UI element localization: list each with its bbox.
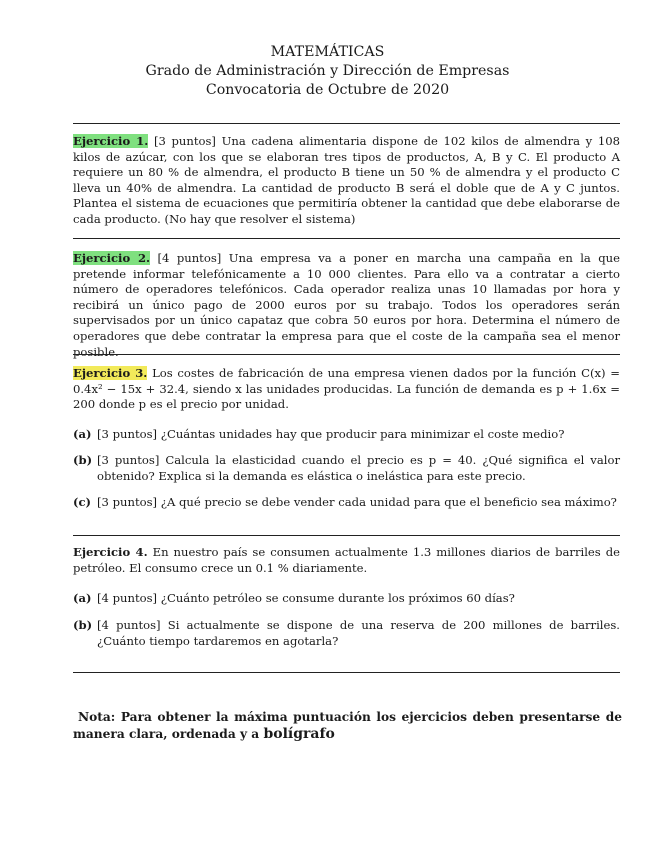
exercise-3-body: Los costes de fabricación de una empresa vienen dados por la función C(x) = 0.4x² − 15x + 32.4, siendo x las unidades producidas. La función de demanda es p + 1.6x = 200 donde p es el precio por unidad. [73,366,620,412]
item-text: [4 puntos] ¿Cuánto petróleo se consume durante los próximos 60 días? [97,591,515,605]
item-label: (c) [73,495,92,509]
item-text: [3 puntos] ¿Cuántas unidades hay que producir para minimizar el coste medio? [97,427,565,441]
exercise-2-title: Ejercicio 2. [73,251,151,265]
subject-title: MATEMÁTICAS [270,44,385,60]
exam-header [0,43,655,100]
divider [73,354,620,355]
note-last-word: bolígrafo [263,725,335,742]
exercise-2-body: [4 puntos] Una empresa va a poner en marcha una campaña en la que pretende informar telefónicamente a 10 000 clientes. Para ello va a contratar a cierto número de operadores telefónicos. Cada operador realiza unas 10 llamadas por hora y recibirá un único pago de 2000 euros por su trabajo. Todos los operadores serán supervisados por un único capataz que cobra 50 euros por hora. Determina el número de operadores que debe contratar la empresa para que el coste de la campaña sea el menor posible. [73,251,621,359]
exercise-1-body: [3 puntos] Una cadena alimentaria dispone de 102 kilos de almendra y 108 kilos de azúcar, con los que se elaboran tres tipos de productos, A, B y C. El producto A requiere un 80 % de almendra, el producto B tiene un 50 % de almendra y el producto C lleva un 40% de almendra. La cantidad de producto B será el doble que de A y C juntos. Plantea el sistema de ecuaciones que permitiría obtener la cantidad que debe elaborarse de cada producto. (No hay que resolver el sistema) [73,134,621,226]
session-title: Convocatoria de Octubre de 2020 [205,82,450,98]
exercise-4-title: Ejercicio 4. [73,545,148,559]
exercise-4-body: En nuestro país se consumen actualmente 1.3 millones diarios de barriles de petróleo. El consumo crece un 0.1 % diariamente. [73,545,620,575]
exercise-3-title: Ejercicio 3. [73,366,148,380]
item-label: (b) [73,618,93,632]
degree-title: Grado de Administración y Dirección de Empresas [145,63,510,79]
exercise-1-title: Ejercicio 1. [73,134,149,148]
divider [73,672,620,673]
divider [73,535,620,536]
item-text: [3 puntos] Calcula la elasticidad cuando el precio es p = 40. ¿Qué significa el valor obtenido? Explica si la demanda es elástica o inelástica para este precio. [97,453,620,483]
note-text: Nota: Para obtener la máxima puntuación los ejercicios deben presentarse de manera clara, ordenada y a [73,710,622,741]
exercise-3-item-b [73,453,620,484]
exercise-3-item-c [73,495,620,511]
item-label: (a) [73,427,92,441]
exercise-3 [73,366,620,413]
divider [73,123,620,124]
exercise-4-item-b [73,618,620,649]
item-label: (a) [73,591,92,605]
exercise-1 [73,134,620,228]
item-label: (b) [73,453,93,467]
grading-note [73,709,622,742]
item-text: [3 puntos] ¿A qué precio se debe vender cada unidad para que el beneficio sea máximo? [97,495,617,509]
item-text: [4 puntos] Si actualmente se dispone de una reserva de 200 millones de barriles. ¿Cuánto tiempo tardaremos en agotarla? [97,618,620,648]
exercise-2 [73,251,620,360]
exercise-4-item-a [73,591,620,607]
divider [73,238,620,239]
exercise-3-item-a [73,427,620,443]
exercise-4 [73,545,620,576]
